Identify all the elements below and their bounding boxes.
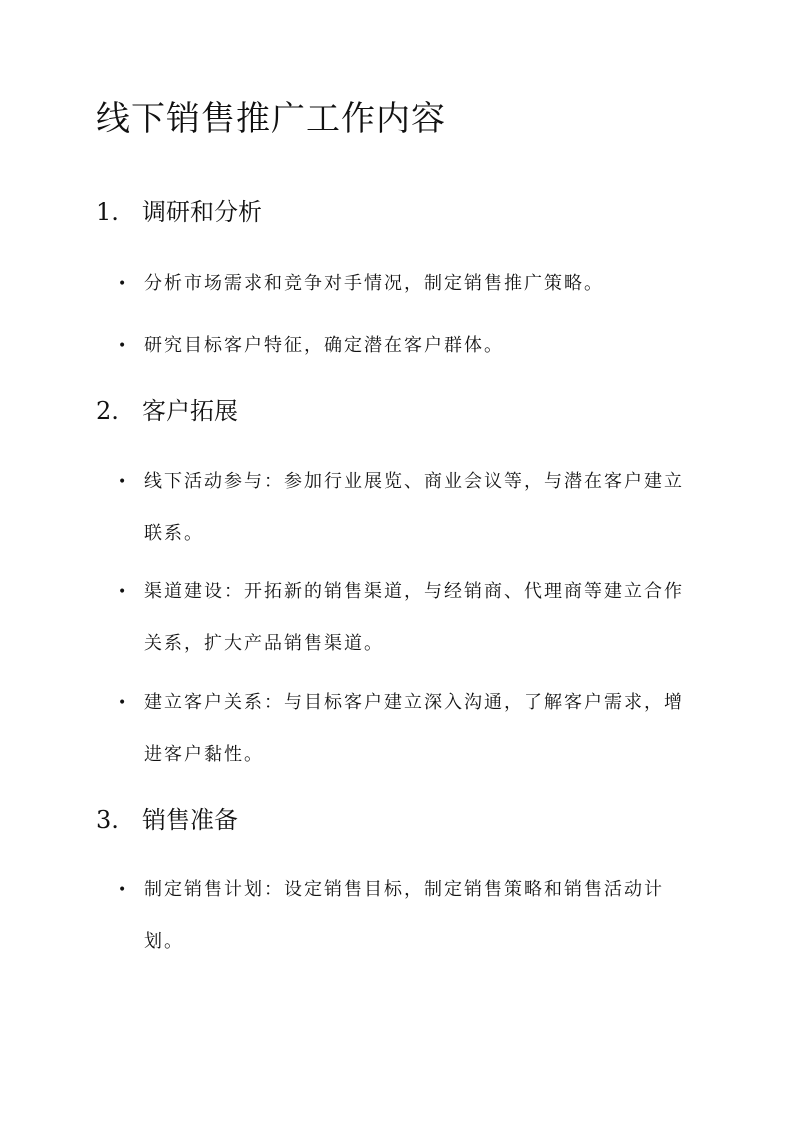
page-title: 线下销售推广工作内容 [96, 99, 446, 139]
bullet-dot-icon: • [118, 338, 129, 354]
list-item [118, 566, 698, 670]
list-item-text: 渠道建设：开拓新的销售渠道，与经销商、代理商等建立合作关系，扩大产品销售渠道。 [144, 581, 684, 654]
section-title: 调研和分析 [142, 198, 262, 226]
bullet-dot-icon: • [118, 474, 129, 490]
list-item [118, 258, 698, 310]
section-title: 客户拓展 [142, 397, 238, 425]
list-item-text: 制定销售计划：设定销售目标，制定销售策略和销售活动计划。 [144, 879, 664, 952]
section-title: 销售准备 [142, 806, 238, 834]
list-item-text: 线下活动参与：参加行业展览、商业会议等，与潜在客户建立联系。 [144, 471, 684, 544]
section-heading-2 [96, 393, 238, 429]
list-item-text: 分析市场需求和竞争对手情况，制定销售推广策略。 [144, 273, 604, 294]
bullet-dot-icon: • [118, 276, 129, 292]
section-number: 2. [96, 397, 119, 425]
list-item [118, 320, 698, 372]
bullet-dot-icon: • [118, 882, 129, 898]
list-item-text: 建立客户关系：与目标客户建立深入沟通，了解客户需求，增进客户黏性。 [144, 692, 684, 765]
bullet-dot-icon: • [118, 695, 129, 711]
bullet-dot-icon: • [118, 584, 129, 600]
list-item [118, 677, 698, 781]
list-item [118, 864, 698, 968]
section-heading-1 [96, 194, 262, 230]
section-number: 1. [96, 198, 119, 226]
list-item [118, 456, 698, 560]
section-number: 3. [96, 806, 119, 834]
section-heading-3 [96, 802, 238, 838]
list-item-text: 研究目标客户特征，确定潜在客户群体。 [144, 335, 504, 356]
